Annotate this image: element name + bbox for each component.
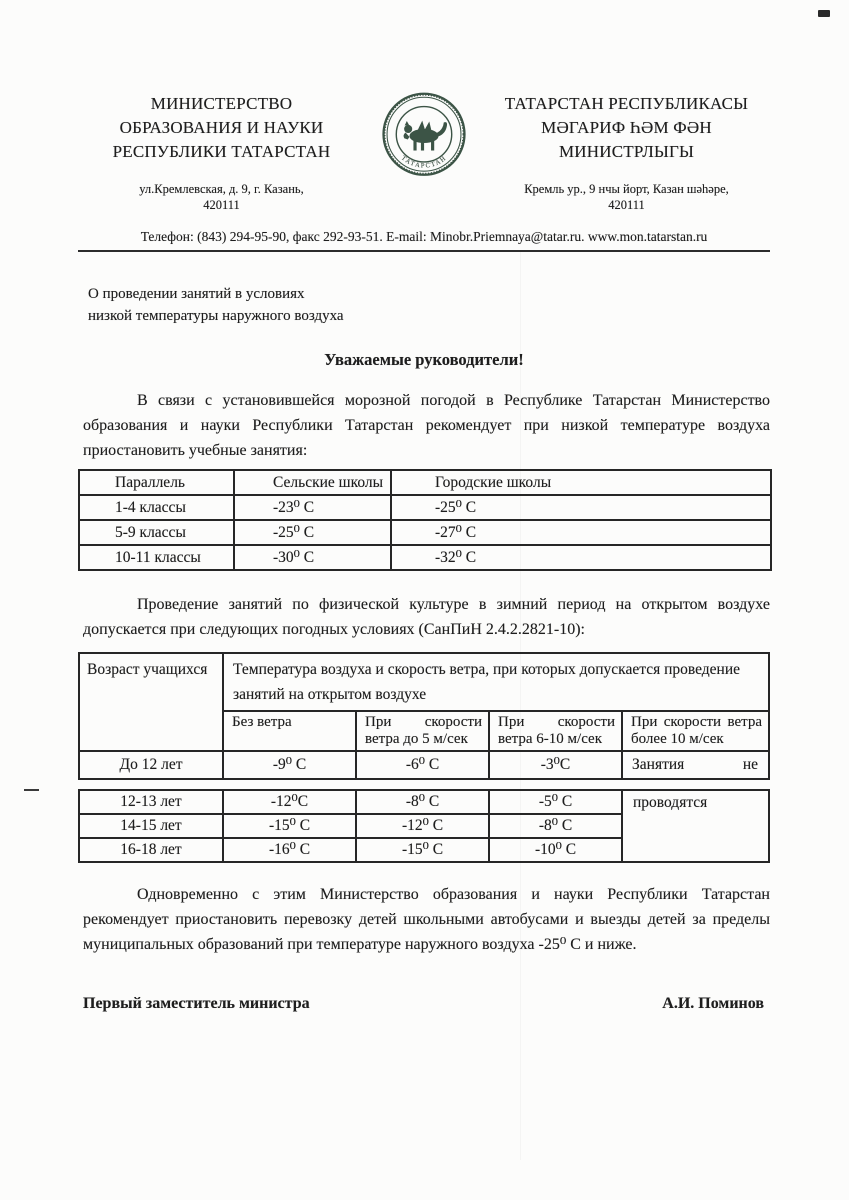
outdoor-pe-conditions-table-bottom xyxy=(78,789,770,863)
salutation: Уважаемые руководители! xyxy=(324,350,524,369)
paragraph-physical-education: Проведение занятий по физической культуре в зимний период на открытом воздухе допускается при следующих погодных условиях (СанПиН 2.4.2.2821-10): xyxy=(83,596,770,638)
header-cell: Параллель xyxy=(79,470,234,495)
letterhead xyxy=(78,92,770,213)
header-cell: Возраст учащихся xyxy=(79,653,223,751)
ministry-name-russian: МИНИСТЕРСТВО ОБРАЗОВАНИЯ И НАУКИ РЕСПУБЛИКИ ТАТАРСТАН xyxy=(112,94,331,161)
scan-mark-left-margin xyxy=(24,789,39,791)
ministry-name-tatar: ТАТАРСТАН РЕСПУБЛИКАСЫ МӘГАРИФ ҺӘМ ФӘН МИНИСТРЛЫГЫ xyxy=(504,94,749,161)
header-cell: При скорости ветра более 10 м/сек xyxy=(622,711,769,751)
header-cell: Температура воздуха и скорость ветра, при которых допускается проведение занятий на открытом воздухе xyxy=(223,653,769,711)
seal-ring-text: ТАТАРСТАН xyxy=(399,154,449,170)
no-classes-note-continued-cell: проводятся xyxy=(622,790,769,862)
table-header-row xyxy=(79,653,769,711)
outdoor-pe-conditions-table-top xyxy=(78,652,770,780)
table-row: 10-11 классы -30⁰ С -32⁰ С xyxy=(79,545,771,570)
header-cell: Сельские школы xyxy=(234,470,391,495)
letter-content xyxy=(78,0,770,1013)
paragraph-intro: В связи с установившейся морозной погодой в Республике Татарстан Министерство образования и науки Республики Татарстан рекомендует при низкой температуре воздуха приостановить учебные занятия: xyxy=(83,392,770,459)
table-row: 14-15 лет -15⁰ С -12⁰ С -8⁰ С xyxy=(79,814,769,838)
scan-mark-top-right xyxy=(818,10,830,17)
signer-title: Первый заместитель министра xyxy=(83,995,310,1012)
header-cell: При скорости ветра 6-10 м/сек xyxy=(489,711,622,751)
letterhead-russian-block xyxy=(78,92,365,213)
no-classes-note-cell: Занятия не xyxy=(622,751,769,779)
class-suspension-table xyxy=(78,469,772,571)
table-header-row xyxy=(79,470,771,495)
letterhead-tatar-block xyxy=(483,92,770,213)
contact-line: Телефон: (843) 294-95-90, факс 292-93-51. E-mail: Minobr.Priemnaya@tatar.ru. www.mon.tatarstan.ru xyxy=(78,228,770,252)
address-russian: ул.Кремлевская, д. 9, г. Казань, 420111 xyxy=(139,182,304,212)
table-row: 16-18 лет -16⁰ С -15⁰ С -10⁰ С xyxy=(79,838,769,862)
letter-subject: О проведении занятий в условиях низкой температуры наружного воздуха xyxy=(88,286,344,324)
signature-block xyxy=(83,995,770,1013)
signer-name: А.И. Поминов xyxy=(662,995,764,1012)
paragraph-transport: Одновременно с этим Министерство образования и науки Республики Татарстан рекомендует приостановить перевозку детей школьными автобусами и выезды детей за пределы муниципальных образований при температуре наружного воздуха -25⁰ С и ниже. xyxy=(83,886,770,953)
tatarstan-coat-of-arms-icon xyxy=(380,92,468,180)
address-tatar: Кремль ур., 9 нчы йорт, Казан шәһәре, 420111 xyxy=(524,182,729,212)
snow-leopard-figure xyxy=(404,121,447,151)
header-cell: Без ветра xyxy=(223,711,356,751)
table-row: 12-13 лет -12⁰С -8⁰ С -5⁰ С проводятся xyxy=(79,790,769,814)
emblem-container xyxy=(365,92,483,180)
table-row: 5-9 классы -25⁰ С -27⁰ С xyxy=(79,520,771,545)
header-cell: Городские школы xyxy=(391,470,771,495)
table-row: 1-4 классы -23⁰ С -25⁰ С xyxy=(79,495,771,520)
header-cell: При скорости ветра до 5 м/сек xyxy=(356,711,489,751)
table-row: До 12 лет -9⁰ С -6⁰ С -3⁰С Занятия не xyxy=(79,751,769,779)
